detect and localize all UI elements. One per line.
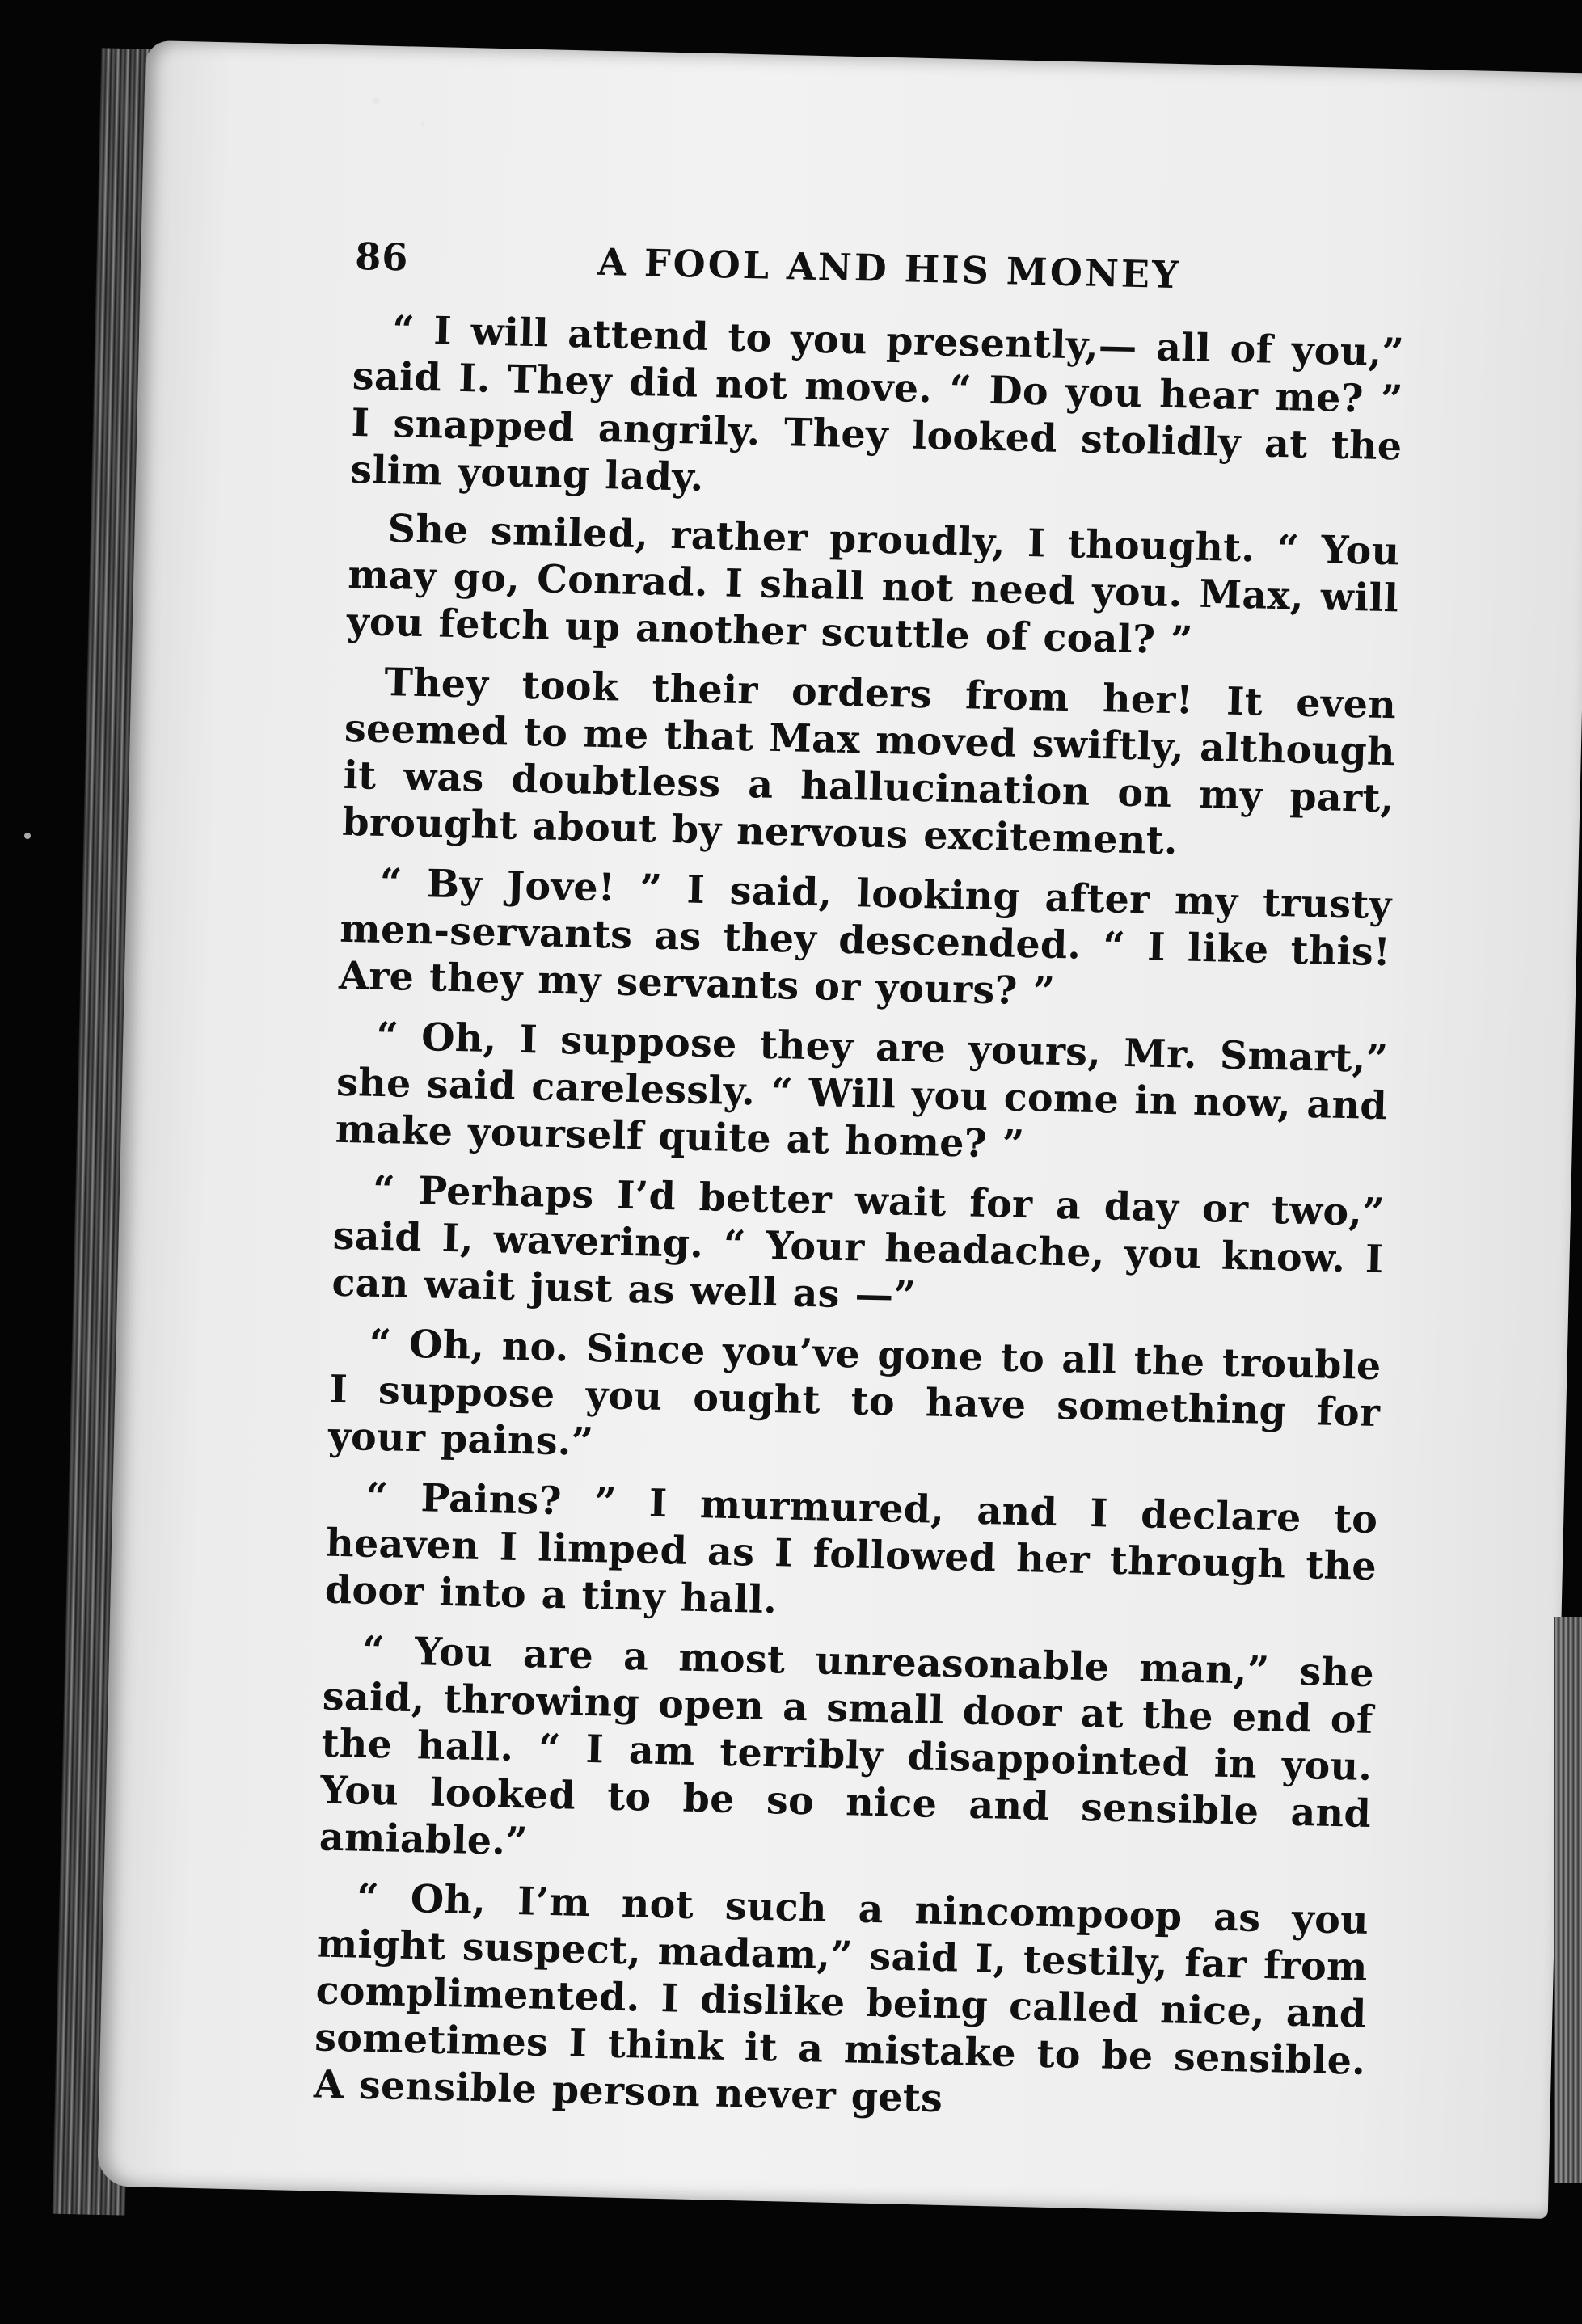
running-title: A FOOL AND HIS MONEY: [597, 239, 1182, 297]
paragraph: “ I will attend to you presently,— all of you,” said I. They did not move. “ Do you hear me? ” I snapped angrily. They looked stolidly at the slim young lady.: [349, 307, 1405, 500]
dust-speck: [372, 97, 380, 105]
dust-speck: [24, 833, 31, 839]
page-number: 86: [354, 234, 409, 280]
paragraph: “ You are a most unreasonable man,” she said, throwing open a small door at the end of the hall. “ I am terribly disappointed in you. You looked to be so nice and sensible and amiable.”: [319, 1627, 1375, 1865]
page-text: [313, 234, 1407, 2145]
paragraph: “ Oh, I suppose they are yours, Mr. Smart,” she said carelessly. “ Will you come in now, and make yourself quite at home? ”: [335, 1013, 1389, 1168]
paragraph: “ Perhaps I’d better wait for a day or two,” said I, wavering. “ Your headache, you know. I can wait just as well as —”: [331, 1166, 1386, 1319]
paragraph: They took their orders from her! It even seemed to me that Max moved swiftly, although it was doubtless a hallucination on my part, brought about by nervous excitement.: [341, 659, 1397, 864]
paragraph: “ Oh, I’m not such a nincompoop as you might suspect, madam,” said I, testily, far from complimented. I dislike being called nice, and sometimes I think it a mistake to be sensible. A sensible person never gets: [313, 1875, 1369, 2122]
paragraph: She smiled, rather proudly, I thought. “ You may go, Conrad. I shall not need you. Max, will you fetch up another scuttle of coal? ”: [346, 506, 1401, 664]
paragraph: “ Oh, no. Since you’ve gone to all the trouble I suppose you ought to have something for your pains.”: [327, 1320, 1382, 1466]
page-stack-edge: [1554, 1617, 1582, 2183]
paragraph: “ By Jove! ” I said, looking after my trusty men-servants as they descended. “ I like this! Are they my servants or yours? ”: [338, 859, 1393, 1014]
dust-speck: [420, 121, 425, 126]
paragraph: “ Pains? ” I murmured, and I declare to heaven I limped as I followed her through the door into a tiny hall.: [324, 1474, 1378, 1623]
